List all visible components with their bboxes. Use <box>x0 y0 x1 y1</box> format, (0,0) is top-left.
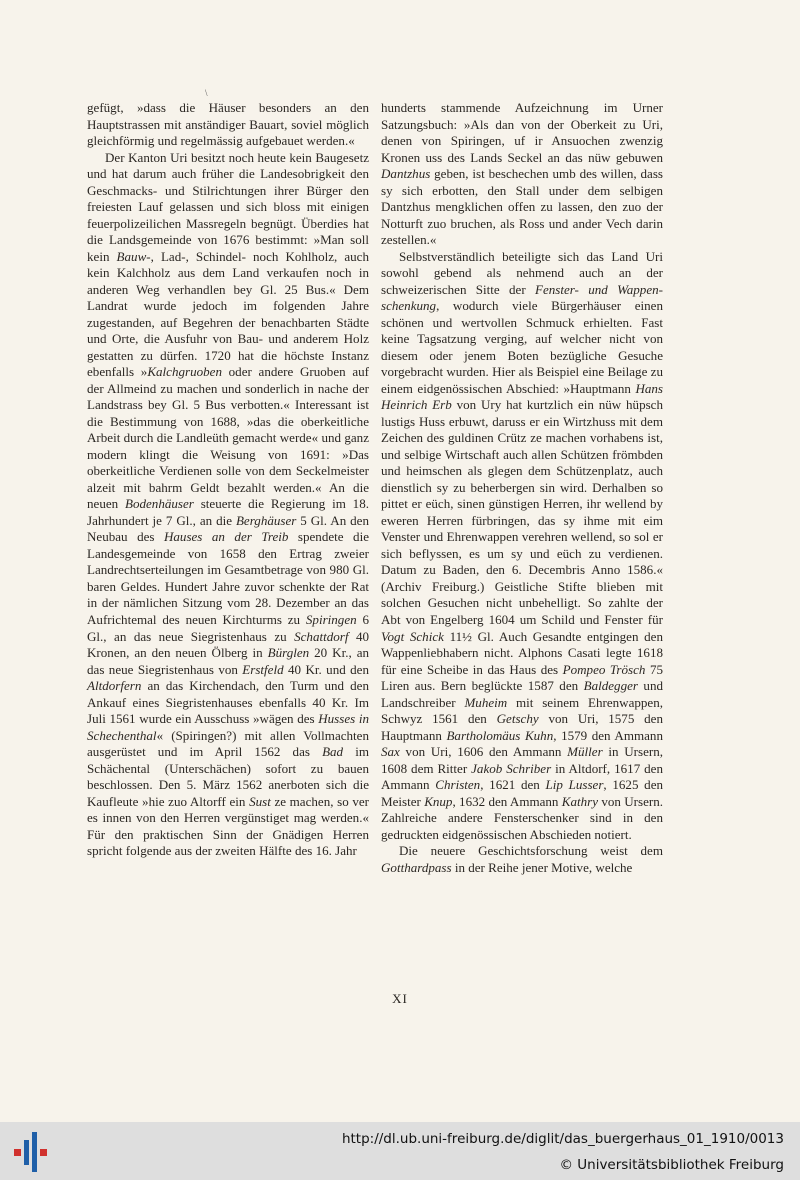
print-mark: \ <box>205 88 208 98</box>
page-number: XI <box>392 991 408 1006</box>
right-text-column <box>381 100 663 876</box>
paragraph: gefügt, »dass die Häuser besonders an den Hauptstrassen mit anständiger Bauart, soviel möglich gleichförmig und regelmässig aufgebauet werden.« <box>87 100 369 149</box>
paragraph: hunderts stammende Aufzeichnung im Urner Satzungsbuch: »Als dan von der Oberkeit zu Uri, denen von Spiringen, uf ir Ansuochen zwenzig Kronen uss des Lands Seckel an das nüw gebuwen Dantzhus geben, ist beschechen umb des willen, dass sy sich erbotten, den Stall under dem selbigen Dantzhus mengklichen offen zu lassen, den zuo der Notturft zuo bruchen, als Ross und ander Vech darin zestellen.« <box>381 100 663 248</box>
footer-bar <box>0 1122 800 1180</box>
permalink-url[interactable]: http://dl.ub.uni-freiburg.de/diglit/das_buergerhaus_01_1910/0013 <box>341 1131 784 1147</box>
paragraph: Der Kanton Uri besitzt noch heute kein Baugesetz und hat darum auch früher die Landesobrigkeit den Geschmacks- und Stilrichtungen ihrer Bürger den freiesten Lauf gelassen und sich bloss mit einigen feuerpolizeilichen Massregeln begnügt. Überdies hat die Landsgemeinde von 1676 bestimmt: »Man soll kein Bauw-, Lad-, Schindel- noch Kohlholz, auch kein Kalchholz aus dem Land verkaufen noch in anderen Weg verhandlen bey Gl. 25 Bus.« Dem Landrat wurde jedoch im folgenden Jahre zugestanden, auf Begehren der benachbarten Städte und Orte, die Ausfuhr von Bau- und anderem Holz gestatten zu dürfen. 1720 hat die höchste Instanz ebenfalls »Kalchgruoben oder andere Gruoben auf der Allmeind zu machen und sonderlich in nache der Landstrass bey Gl. 5 Bus verbotten.« Interessant ist die Bestimmung von 1688, »das die oberkeitliche Arbeit durch die Landleüth gemacht werde« und ganz modern klingt die Weisung von 1691: »Das oberkeitliche Verdienen solle von dem Seckelmeister alzeit mit bahrm Geldt bezahlt werden.« An die neuen Bodenhäuser steuerte die Regierung im 18. Jahrhundert je 7 Gl., an die Berghäuser 5 Gl. An den Neubau des Hauses an der Treib spendete die Landesgemeinde von 1658 den Ertrag zweier Landrechtserteilungen im Gesamtbetrage von 980 Gl. baren Geldes. Hundert Jahre zuvor schenkte der Rat in der nämlichen Sitzung vom 28. Dezember an das Aufrichtemal des neuen Kirchturms zu Spiringen 6 Gl., an das neue Siegristenhaus zu Schattdorf 40 Kronen, an den neuen Ölberg in Bürglen 20 Kr., an das neue Siegristenhaus von Erstfeld 40 Kr. und den Altdorfern an das Kirchendach, den Turm und den Ankauf eines Siegristenhauses ebenfalls 40 Kr. Im Juli 1561 wurde ein Ausschuss »wägen des Husses in Schechenthal« (Spiringen?) mit allen Vollmachten ausgerüstet und im April 1562 das Bad im Schächental (Unterschächen) sofort zu bauen beschlossen. Den 5. März 1562 anerboten sich die Kaufleute »hie zuo Altorff ein Sust ze machen, so ver es innen von den Herren vergünstiget mag werden.« Für den praktischen Sinn der Gnädigen Herren spricht folgende aus der zweiten Hälfte des 16. Jahr <box>87 149 370 859</box>
paragraph: Selbstverständlich beteiligte sich das Land Uri sowohl gebend als nehmend auch an der schweizerischen Sitte der Fenster- und Wappenschenkung, wodurch viele Bürgerhäuser einen schönen und wertvollen Schmuck erhielten. Fast keine Tagsatzung verging, auf welcher nicht von diesem oder jenem Boten bezügliche Gesuche vorgebracht wurden. Hier als Beispiel eine Beilage zu einem eidgenössischen Abschied: »Hauptmann Hans Heinrich Erb von Ury hat kurtzlich ein nüw hüpsch lustigs Huss erbuwt, daruss er ein Wirtzhuss mit dem Zeichen des guldinen Crütz ze machen vorhabens ist, und selbige Wirtschaft auch allen Schützen frömbden und heimschen als glegen dem Schützenplatz, auch dienstlich sy zu beherbergen sin wird. Derhalben so pittet er eüch, sinen günstigen Herren, ihr wellend by eweren Herren fürbringen, das sy ihme mit eim Venster und Ehrenwappen verehren wellend, so sol er sich beflyssen, es um sy und eüch zu verdienen. Datum zu Baden, den 6. Decembris Anno 1586.« (Archiv Freiburg.) Geistliche Stifte blieben mit solchen Gesuchen nicht unbehelligt. So zahlte der Abt von Engelberg 1604 um Schild und Fenster für Vogt Schick 11½ Gl. Auch Gesandte entgingen den Wappenliebhabern nicht. Alphons Casati legte 1618 für eine Scheibe in das Haus des Pompeo Trösch 75 Liren aus. Bern beglückte 1587 den Baldegger und Landschreiber Muheim mit seinem Ehrenwappen, Schwyz 1561 den Getschy von Uri, 1575 den Hauptmann Bartholomäus Kuhn, 1579 den Ammann Sax von Uri, 1606 den Ammann Müller in Ursern, 1608 dem Ritter Jakob Schriber in Altdorf, 1617 den Ammann Christen, 1621 den Lip Lusser, 1625 den Meister Knup, 1632 den Ammann Kathry von Ursern. Zahlreiche andere Fensterschenker sind in den gedruckten eidgenössischen Abschieden notiert. <box>381 248 664 842</box>
paragraph: Die neuere Geschichtsforschung weist dem Gotthardpass in der Reihe jener Motive, welche <box>381 843 663 875</box>
left-text-column <box>87 100 369 860</box>
copyright-notice: © Universitätsbibliothek Freiburg <box>559 1157 784 1173</box>
library-logo-icon <box>12 1132 52 1172</box>
